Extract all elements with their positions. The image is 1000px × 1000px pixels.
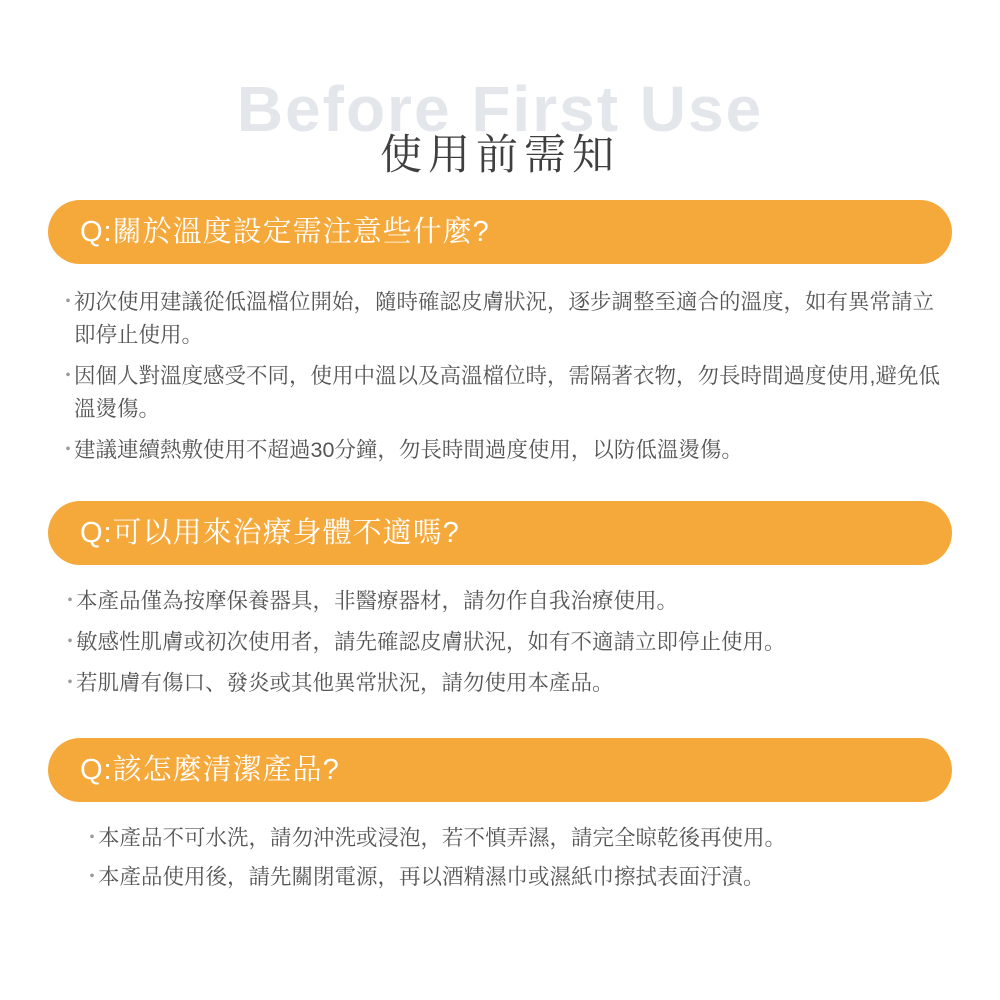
bullet-icon: ・ [60,672,80,694]
faq-answer-list [48,822,952,894]
list-item [60,626,944,659]
faq-answer-text: 本產品不可水洗，請勿沖洗或浸泡，若不慎弄濕，請完全晾乾後再使用。 [98,826,787,850]
list-item [60,585,944,618]
faq-question: Q:關於溫度設定需注意些什麼? [48,200,952,264]
list-item [58,286,944,352]
list-item [58,434,944,467]
bullet-icon: ・ [82,827,102,849]
faq-list [0,200,1000,894]
bullet-icon: ・ [58,291,78,313]
bullet-icon: ・ [58,439,78,461]
faq-answer-text: 敏感性肌膚或初次使用者，請先確認皮膚狀況，如有不適請立即停止使用。 [76,630,786,654]
faq-answer-text: 若肌膚有傷口、發炎或其他異常狀況，請勿使用本產品。 [76,671,614,695]
page-header [0,0,1000,200]
list-item [82,822,944,855]
bullet-icon: ・ [82,866,102,888]
bullet-icon: ・ [60,590,80,612]
faq-answer-text: 建議連續熱敷使用不超過30分鐘，勿長時間過度使用，以防低溫燙傷。 [74,438,743,462]
bullet-icon: ・ [58,365,78,387]
faq-answer-text: 初次使用建議從低溫檔位開始，隨時確認皮膚狀況，逐步調整至適合的溫度，如有異常請立即停止使用。 [74,290,935,347]
faq-answer-text: 本產品使用後，請先關閉電源，再以酒精濕巾或濕紙巾擦拭表面汙漬。 [98,865,765,889]
list-item [60,667,944,700]
page-title: 使用前需知 [379,131,620,178]
faq-item [48,200,952,467]
faq-question: Q:可以用來治療身體不適嗎? [48,501,952,565]
list-item [58,360,944,426]
faq-item [48,738,952,894]
faq-answer-text: 本產品僅為按摩保養器具，非醫療器材，請勿作自我治療使用。 [76,589,679,613]
list-item [82,861,944,894]
faq-answer-list [48,585,952,700]
bullet-icon: ・ [60,631,80,653]
background-title: Before First Use [236,73,764,145]
faq-answer-text: 因個人對溫度感受不同，使用中溫以及高溫檔位時，需隔著衣物，勿長時間過度使用,避免低溫燙傷。 [74,364,940,421]
faq-item [48,501,952,700]
faq-question: Q:該怎麼清潔產品? [48,738,952,802]
faq-answer-list [48,286,952,467]
